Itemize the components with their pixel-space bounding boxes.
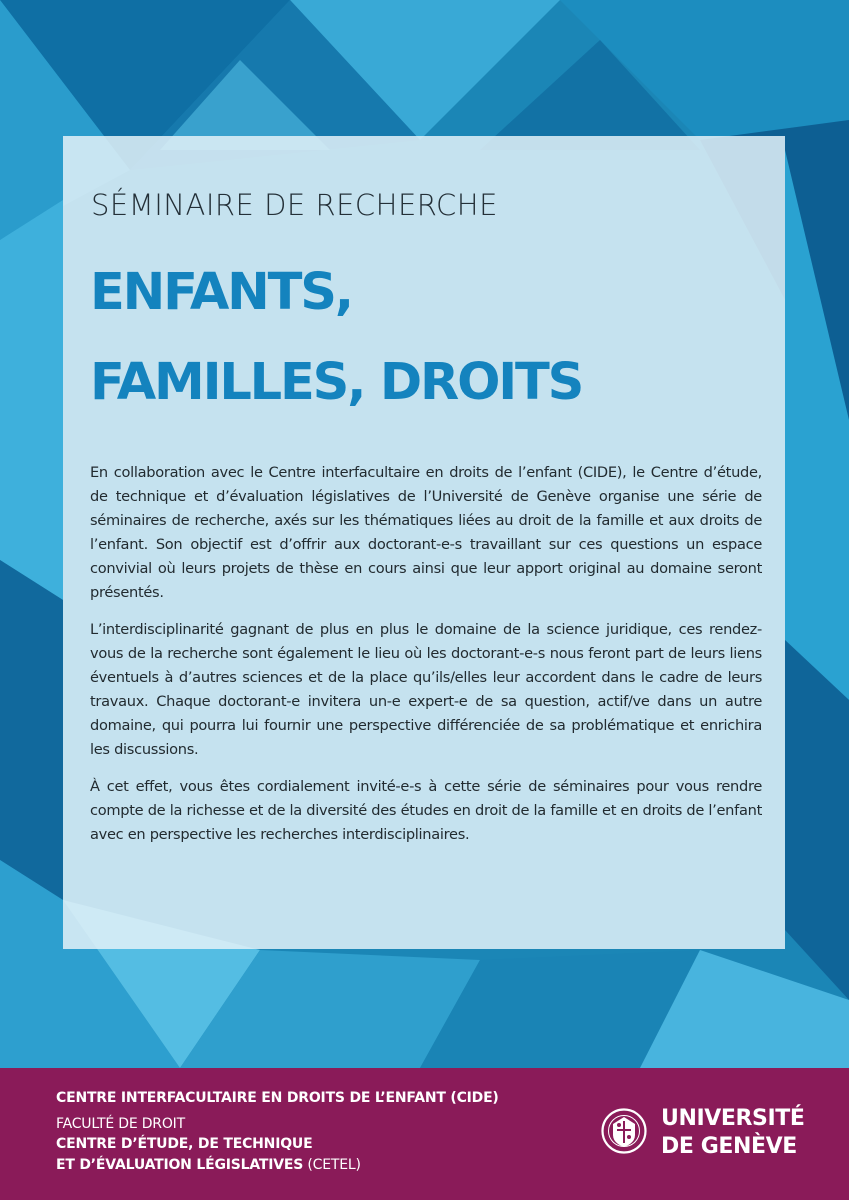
- title-line-1: ENFANTS,: [90, 263, 352, 322]
- paragraph-invitation: À cet effet, vous êtes cordialement invité-e-s à cette série de séminaires pour vous rendre compte de la richesse et de la diversité des études en droit de la famille et en droits de l’enfant avec en perspective les recherches interdisciplinaires.: [90, 778, 762, 843]
- footer-cide: CENTRE INTERFACULTAIRE EN DROITS DE L’ENFANT (CIDE): [56, 1090, 499, 1106]
- paragraph-collaboration: En collaboration avec le Centre interfacultaire en droits de l’enfant (CIDE), le Centre d’étude, de technique et d’évaluation législatives de l’Université de Genève organise une série de séminaires de recherche, axés sur les thématiques liées au droit de la famille et aux droits de l’enfant. Son objectif est d’offrir aux doctorant-e-s travaillant sur ces questions un espace convivial où leurs projets de thèse en cours ainsi que leur apport original au domaine seront présentés.: [90, 464, 762, 601]
- content-panel: [63, 136, 785, 949]
- body-text: [90, 461, 762, 860]
- page-title: [90, 248, 582, 428]
- footer-cetel-name: ET D’ÉVALUATION LÉGISLATIVES: [56, 1157, 304, 1173]
- seminar-kicker: SÉMINAIRE DE RECHERCHE: [91, 188, 498, 222]
- university-seal-icon: [601, 1108, 647, 1154]
- title-line-2: FAMILLES, DROITS: [90, 353, 583, 412]
- paragraph-interdisciplinarity: L’interdisciplinarité gagnant de plus en plus le domaine de la science juridique, ces rendez-vous de la recherche sont également le lieu où les doctorant-e-s nous feront part de leurs liens éventuels à d’autres sciences et de la place qu’ils/elles leur accordent dans le cadre de leurs travaux. Chaque doctorant-e invitera un-e expert-e de sa question, actif/ve dans un autre domaine, qui pourra lui fournir une perspective différenciée de sa problématique et enrichira les discussions.: [90, 621, 762, 758]
- footer-cetel-line-2: [56, 1157, 361, 1173]
- footer-cetel-abbr: (CETEL): [307, 1157, 361, 1173]
- university-name-line-2: DE GENÈVE: [661, 1134, 797, 1159]
- university-name-line-1: UNIVERSITÉ: [661, 1106, 805, 1131]
- footer-cetel-line-1: CENTRE D’ÉTUDE, DE TECHNIQUE: [56, 1136, 313, 1152]
- footer-faculty: FACULTÉ DE DROIT: [56, 1116, 185, 1132]
